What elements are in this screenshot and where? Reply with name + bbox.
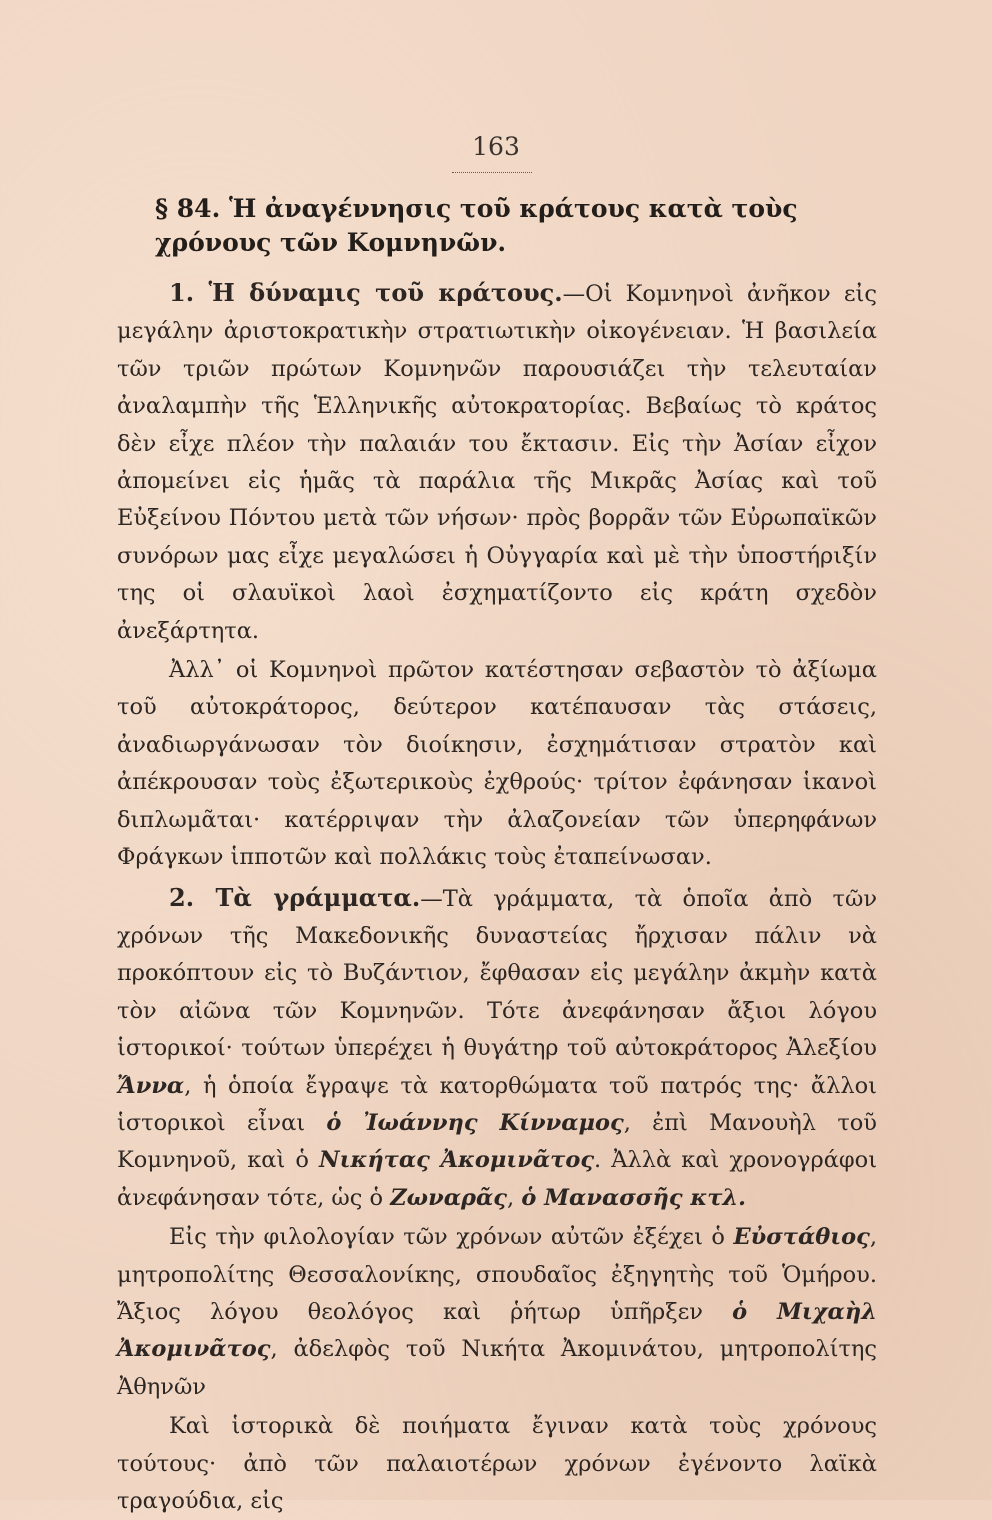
name-anna: Ἄννα — [117, 1072, 185, 1099]
paragraph-power-of-state — [117, 274, 877, 650]
name-kinnamos: ὁ Ἰωάννης Κίνναμος — [326, 1109, 624, 1136]
paragraph-text: Ἀλλ᾽ οἱ Κομνηνοὶ πρῶτον κατέστησαν σεβαστὸν τὸ ἀξίωμα τοῦ αὐτοκράτορος, δεύτερον κατέπαυσαν τὰς στάσεις, ἀναδιωργάνωσαν τὸν διοίκησιν, ἐσχημάτισαν στρατὸν καὶ ἀπέκρουσαν τοὺς ἐξωτερικοὺς ἐχθρούς· τρίτον ἐφάνησαν ἱκανοὶ διπλωμᾶται· κατέρριψαν τὴν ἀλαζονείαν τῶν ὑπερηφάνων Φράγκων ἱπποτῶν καὶ πολλάκις τοὺς ἐταπείνωσαν. — [117, 657, 877, 871]
paragraph-letters — [117, 879, 877, 1218]
paragraph-text: , ἡ ὁποία ἔγραψε τὰ κατορθώματα τοῦ πατρός της· ἄλλοι ἱστορικοὶ εἶναι — [117, 1072, 877, 1136]
page-content — [117, 192, 877, 1520]
name-zonaras: Ζωναρᾶς — [390, 1184, 507, 1211]
name-niketas: Νικήτας Ἀκομινᾶτος — [319, 1147, 595, 1174]
paragraph-komnenoi-achievements — [117, 652, 877, 876]
paragraph-text: Καὶ ἱστορικὰ δὲ ποιήματα ἔγιναν κατὰ τοὺς χρόνους τούτους· ἀπὸ τῶν παλαιοτέρων χρόνων ἐγένοντο λαϊκὰ τραγούδια, εἰς — [117, 1413, 877, 1514]
subsection-title-power: 1. Ἡ δύναμις τοῦ κράτους. — [169, 278, 563, 307]
paragraph-text: , — [507, 1184, 515, 1211]
paragraph-philology — [117, 1219, 877, 1406]
paragraph-text: , μητροπολίτης Θεσσαλονίκης, σπουδαῖος ἐξηγητὴς τοῦ Ὁμήρου. Ἄξιος λόγου θεολόγος καὶ ῥήτωρ ὑπῆρξεν — [117, 1224, 878, 1325]
name-manasses: ὁ Μανασσῆς κτλ. — [521, 1184, 746, 1211]
paragraph-text: . Ἀλλὰ καὶ χρονογράφοι ἀνεφάνησαν τότε, ὡς ὁ — [117, 1147, 878, 1211]
page-number-rule — [452, 172, 532, 173]
paragraph-text: —Οἱ Κομνηνοὶ ἀνῆκον εἰς μεγάλην ἀριστοκρατικὴν στρατιωτικὴν οἰκογένειαν. Ἡ βασιλεία τῶν τριῶν πρώτων Κομνηνῶν παρουσιάζει τὴν τελευταίαν ἀναλαμπὴν τῆς Ἑλληνικῆς αὐτοκρατορίας. Βεβαίως τὸ κράτος δὲν εἶχε πλέον τὴν παλαιάν του ἔκτασιν. Εἰς τὴν Ἀσίαν εἶχον ἀπομείνει εἰς ἡμᾶς τὰ παράλια τῆς Μικρᾶς Ἀσίας καὶ τοῦ Εὐξείνου Πόντου μετὰ τῶν νήσων· πρὸς βορρᾶν τῶν Εὐρωπαϊκῶν συνόρων μας εἶχε μεγαλώσει ἡ Οὐγγαρία καὶ μὲ τὴν ὑποστήριξίν της οἱ σλαυϊκοὶ λαοὶ ἐσχηματίζοντο εἰς κράτη σχεδὸν ἀνεξάρτητα. — [117, 281, 877, 644]
paragraph-text: Εἰς τὴν φιλολογίαν τῶν χρόνων αὐτῶν ἐξέχει ὁ — [169, 1224, 725, 1251]
paragraph-text: , ἀδελφὸς τοῦ Νικήτα Ἀκομινάτου, μητροπολίτης Ἀθηνῶν — [117, 1336, 877, 1400]
paragraph-historical-poems — [117, 1408, 877, 1520]
subsection-title-letters: 2. Τὰ γράμματα. — [169, 882, 421, 912]
page-number: 163 — [472, 132, 520, 161]
name-eustathios: Εὐστάθιος — [733, 1224, 870, 1251]
paragraph-text: , ἐπὶ Μανουὴλ τοῦ Κομνηνοῦ, καὶ ὁ — [117, 1109, 877, 1174]
section-heading: § 84. Ἡ ἀναγέννησις τοῦ κράτους κατὰ τοὺς χρόνους τῶν Κομνηνῶν. — [155, 194, 798, 257]
name-michael: ὁ Μιχαὴλ Ἀκομινᾶτος — [117, 1298, 877, 1363]
paragraph-text: —Τὰ γράμματα, τὰ ὁποῖα ἀπὸ τῶν χρόνων τῆς Μακεδονικῆς δυναστείας ἤρχισαν πάλιν νὰ προκόπτουν εἰς τὸ Βυζάντιον, ἔφθασαν εἰς μεγάλην ἀκμὴν κατὰ τὸν αἰῶνα τῶν Κομνηνῶν. Τότε ἀνεφάνησαν ἄξιοι λόγου ἱστορικοί· τούτων ὑπερέχει ἡ θυγάτηρ τοῦ αὐτοκράτορος Ἀλεξίου — [117, 885, 877, 1062]
